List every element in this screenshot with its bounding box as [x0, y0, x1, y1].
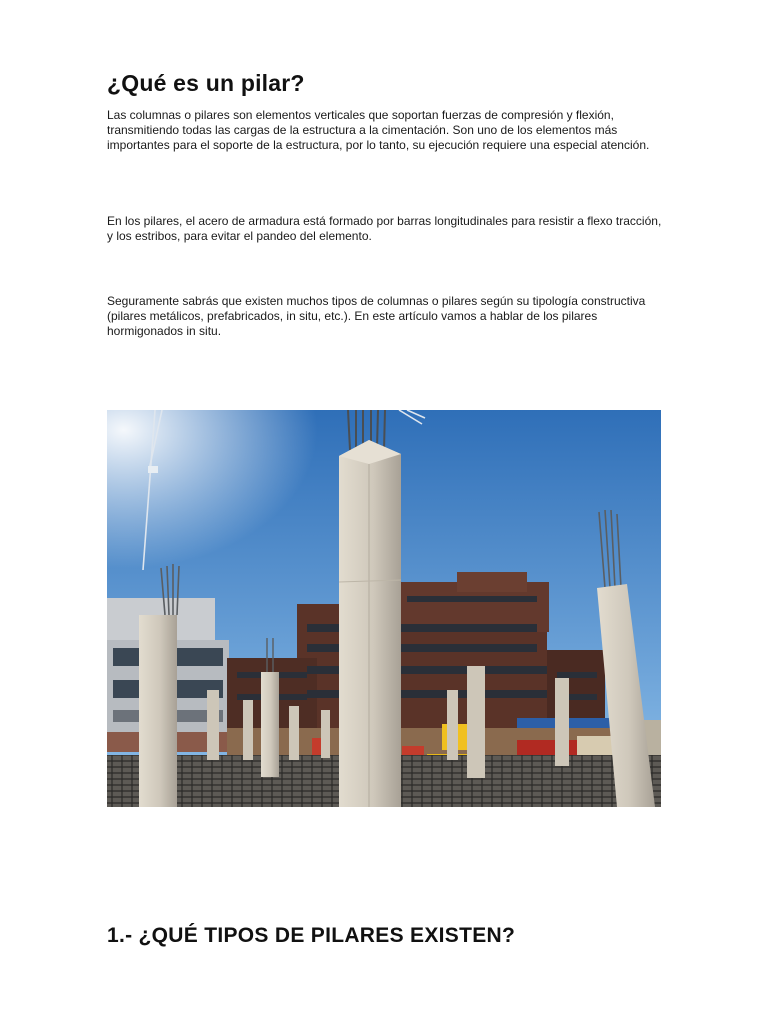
- construction-pillars-photo: [107, 410, 661, 807]
- main-pillar: [339, 410, 401, 807]
- paragraph-definition: Las columnas o pilares son elementos verticales que soportan fuerzas de compresión y flexión, transmitiendo todas las cargas de la estructura a la cimentación. Son uno de los elementos más importantes para el soporte de la estructura, por lo tanto, su ejecución requiere una especial atención.: [107, 108, 650, 152]
- section-heading: 1.- ¿QUÉ TIPOS DE PILARES EXISTEN?: [107, 924, 516, 947]
- paragraph-reinforcement: En los pilares, el acero de armadura está formado por barras longitudinales para resistir a flexo tracción, y los estribos, para evitar el pandeo del elemento.: [107, 214, 662, 243]
- page-title: ¿Qué es un pilar?: [107, 70, 305, 96]
- paragraph-types: Seguramente sabrás que existen muchos tipos de columnas o pilares según su tipología constructiva (pilares metálicos, prefabricados, in situ, etc.). En este artículo vamos a hablar de los pilares hormigonados in situ.: [107, 294, 646, 338]
